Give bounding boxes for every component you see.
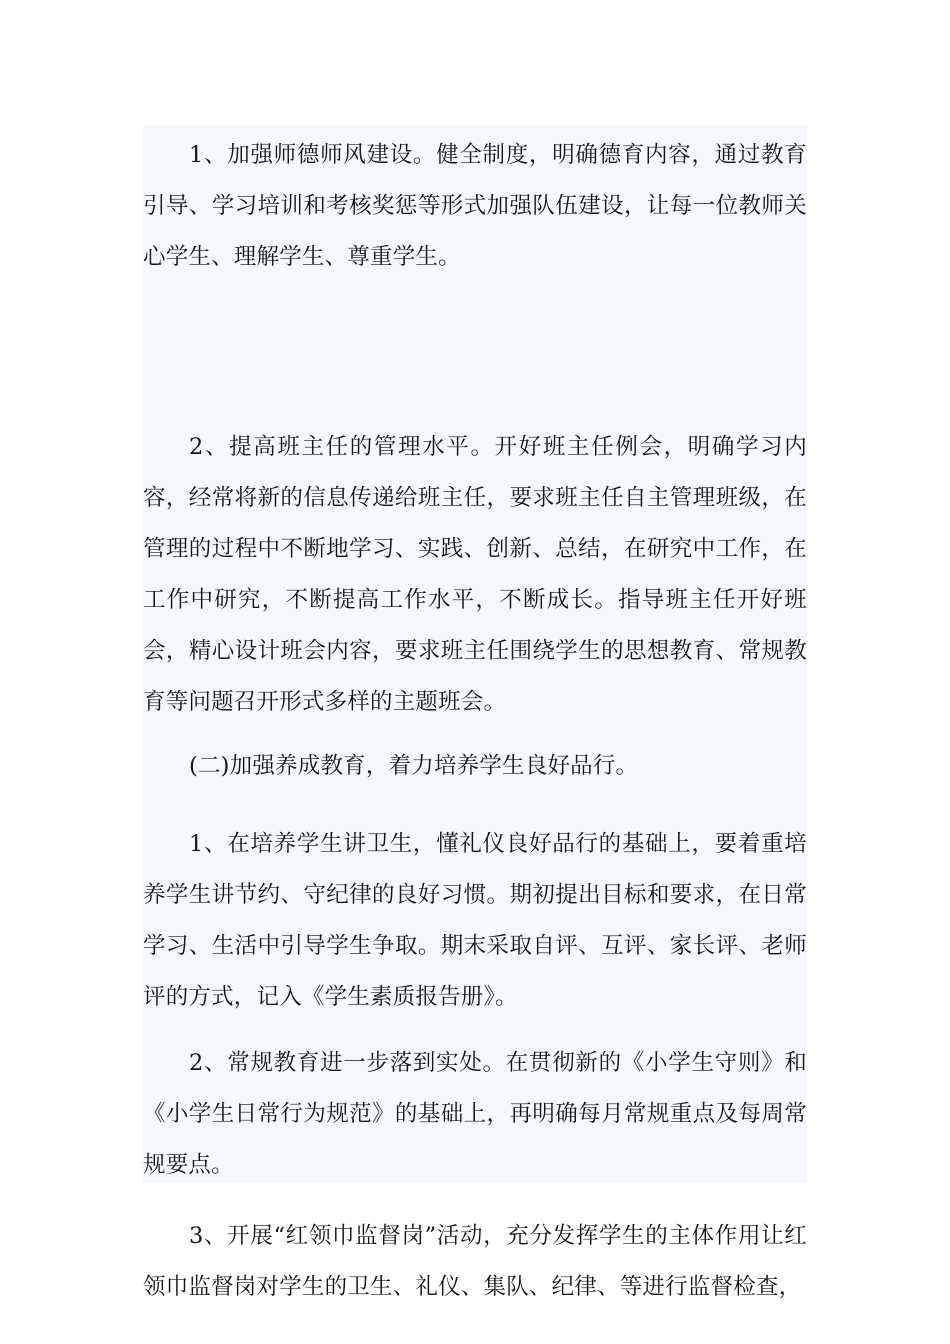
- paragraph-good-habits: 1、在培养学生讲卫生，懂礼仪良好品行的基础上，要着重培养学生讲节约、守纪律的良好习惯。期初提出目标和要求，在日常学习、生活中引导学生争取。期末采取自评、互评、家长评、老师评的方式，记入《学生素质报告册》。: [143, 831, 807, 1010]
- paragraph-red-scarf-supervision: 3、开展“红领巾监督岗”活动，充分发挥学生的主体作用让红领巾监督岗对学生的卫生、礼仪、集队、纪律、等进行监督检查，: [143, 1223, 807, 1300]
- paragraph-teacher-ethics: 1、加强师德师风建设。健全制度，明确德育内容，通过教育引导、学习培训和考核奖惩等形式加强队伍建设，让每一位教师关心学生、理解学生、尊重学生。: [143, 142, 807, 270]
- paragraph-routine-education: 2、常规教育进一步落到实处。在贯彻新的《小学生守则》和《小学生日常行为规范》的基础上，再明确每月常规重点及每周常规要点。: [143, 1050, 807, 1178]
- document-body: [143, 125, 807, 1300]
- section-heading-habit-education: (二)加强养成教育，着力培养学生良好品行。: [189, 753, 639, 779]
- paragraph-head-teacher-management: 2、提高班主任的管理水平。开好班主任例会，明确学习内容，经常将新的信息传递给班主任，要求班主任自主管理班级，在管理的过程中不断地学习、实践、创新、总结，在研究中工作，在工作中研究，不断提高工作水平，不断成长。指导班主任开好班会，精心设计班会内容，要求班主任围绕学生的思想教育、常规教育等问题召开形式多样的主题班会。: [143, 434, 807, 715]
